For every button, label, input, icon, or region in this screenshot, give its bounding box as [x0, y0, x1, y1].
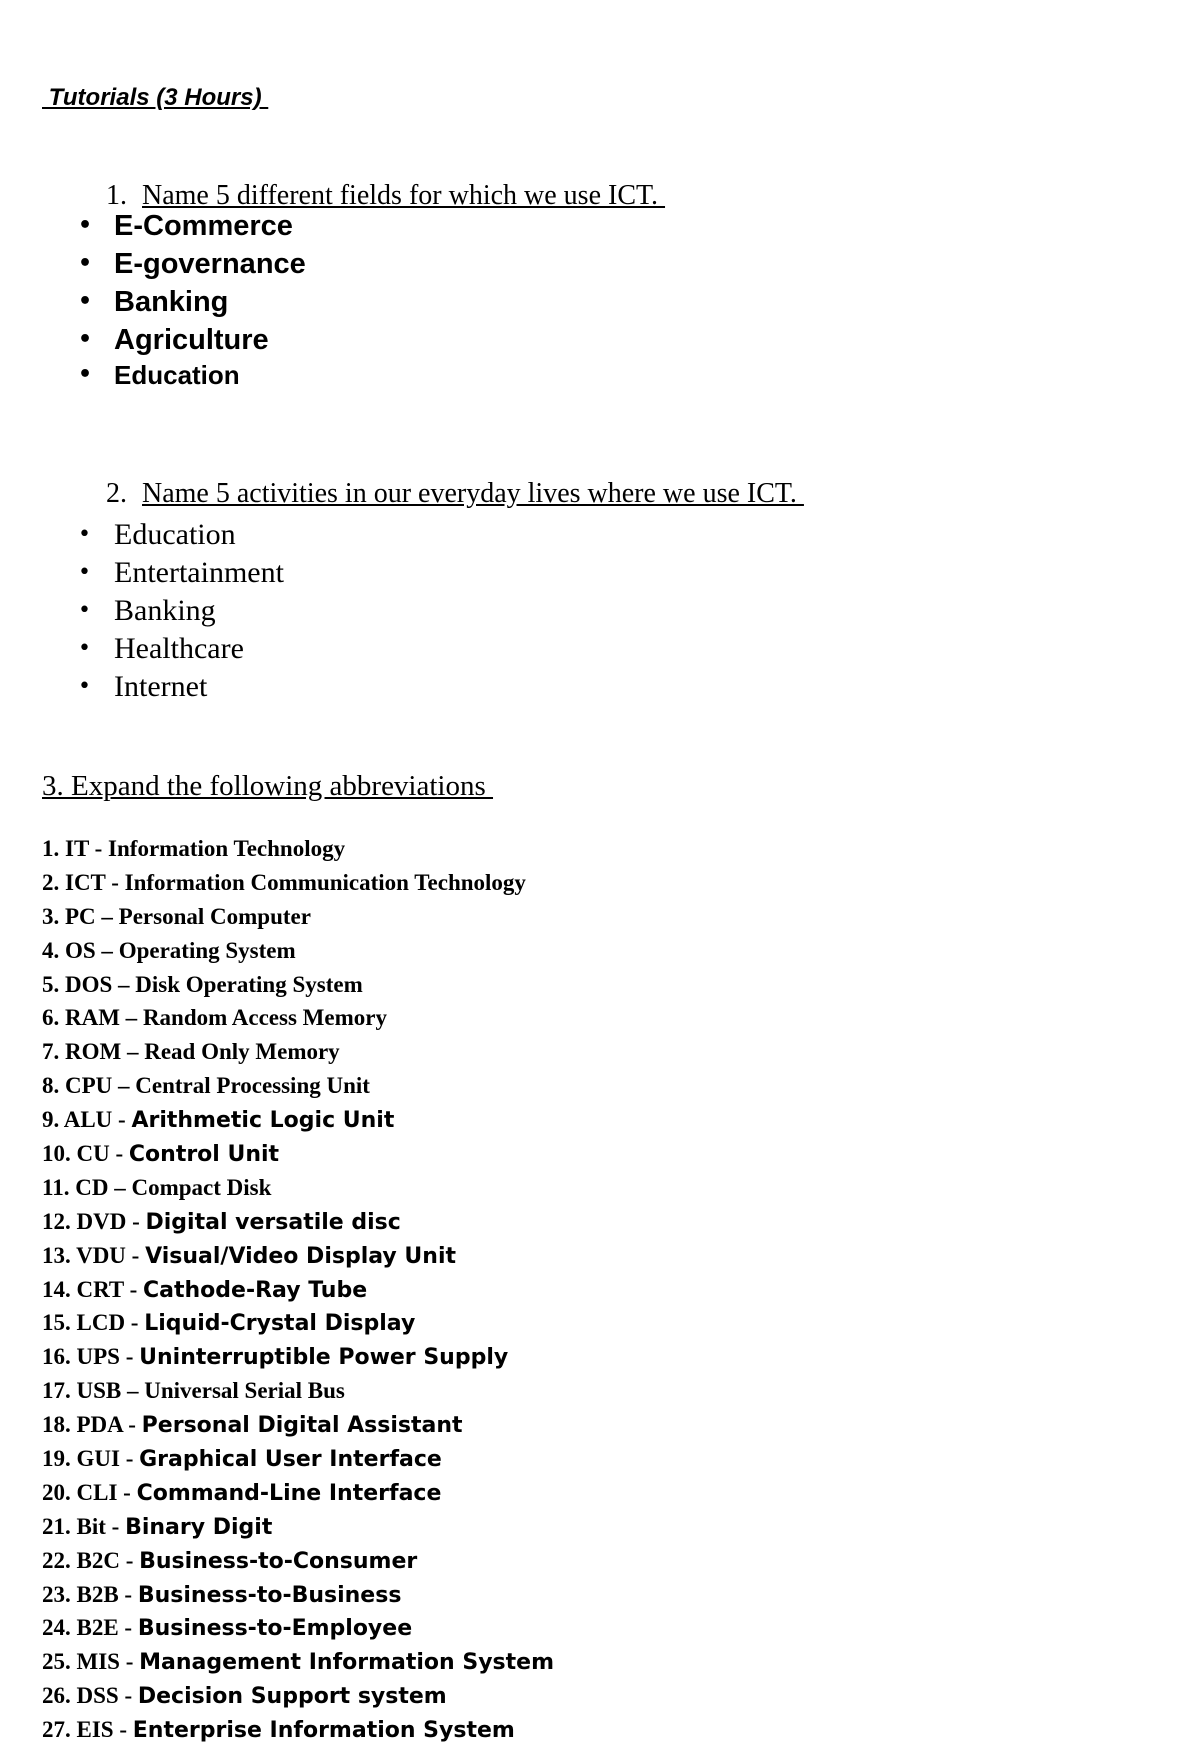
abbreviation-expansion: Business-to-Consumer: [139, 1548, 418, 1574]
abbreviation-item: [42, 1171, 554, 1205]
abbreviation-term: 2. ICT -: [42, 869, 125, 895]
abbreviation-item: [42, 866, 554, 900]
abbreviation-expansion: Business-to-Business: [137, 1582, 402, 1608]
question-1-text: Name 5 different fields for which we use ICT.: [142, 180, 666, 211]
abbreviation-expansion: Random Access Memory: [142, 1005, 387, 1031]
abbreviation-item: [42, 1273, 554, 1307]
list-item: • Internet: [76, 668, 284, 706]
abbreviation-item: [42, 1239, 554, 1273]
abbreviation-term: 5. DOS –: [42, 971, 136, 997]
abbreviation-expansion: Control Unit: [128, 1142, 280, 1168]
abbreviation-expansion: Disk Operating System: [135, 971, 363, 997]
abbreviation-expansion: Arithmetic Logic Unit: [131, 1108, 395, 1134]
abbreviation-item: [42, 832, 554, 866]
fields-list: [76, 207, 306, 391]
abbreviation-item: [42, 1001, 554, 1035]
abbreviation-expansion: Management Information System: [139, 1650, 555, 1676]
abbreviation-term: 19. GUI -: [42, 1446, 140, 1472]
abbreviation-term: 3. PC –: [42, 903, 119, 929]
list-item: • Education: [76, 359, 306, 391]
list-item: • Entertainment: [76, 554, 284, 592]
abbreviation-item: [42, 1408, 554, 1442]
abbreviation-term: 8. CPU –: [42, 1073, 136, 1099]
abbreviation-expansion: Uninterruptible Power Supply: [139, 1345, 509, 1371]
abbreviation-expansion: Visual/Video Display Unit: [145, 1243, 456, 1269]
abbreviation-item: [42, 1035, 554, 1069]
abbreviation-expansion: Personal Digital Assistant: [141, 1413, 463, 1439]
abbreviation-term: 27. EIS -: [42, 1717, 133, 1743]
abbreviation-term: 1. IT -: [42, 836, 109, 861]
abbreviation-item: [42, 1544, 554, 1578]
abbreviation-item: [42, 1306, 554, 1340]
abbreviation-expansion: Information Technology: [108, 836, 346, 861]
list-item: • Education: [76, 516, 284, 554]
abbreviation-term: 12. DVD -: [42, 1208, 146, 1234]
abbreviation-item: [42, 934, 554, 968]
abbreviation-item: [42, 1679, 554, 1713]
abbreviation-expansion: Central Processing Unit: [135, 1073, 370, 1099]
abbreviation-expansion: Command-Line Interface: [136, 1480, 442, 1506]
abbreviation-expansion: Binary Digit: [125, 1514, 273, 1540]
abbreviation-item: [42, 1103, 554, 1137]
abbreviation-expansion: Decision Support system: [137, 1684, 447, 1710]
abbreviation-item: [42, 1205, 554, 1239]
abbreviation-term: 4. OS –: [42, 937, 119, 963]
abbreviation-item: [42, 1340, 554, 1374]
abbreviation-term: 18. PDA -: [42, 1412, 142, 1438]
abbreviation-item: [42, 1510, 554, 1544]
abbreviation-item: [42, 1476, 554, 1510]
abbreviation-term: 9. ALU -: [42, 1107, 132, 1133]
abbreviation-expansion: Universal Serial Bus: [144, 1378, 345, 1404]
abbreviation-expansion: Information Communication Technology: [124, 869, 526, 895]
abbreviation-expansion: Compact Disk: [131, 1174, 272, 1200]
abbreviation-expansion: Personal Computer: [118, 903, 311, 929]
abbreviation-term: 25. MIS -: [42, 1649, 140, 1675]
list-item: • Banking: [76, 592, 284, 630]
abbreviation-term: 14. CRT -: [42, 1276, 143, 1302]
abbreviation-term: 26. DSS -: [42, 1683, 138, 1709]
abbreviation-term: 13. VDU -: [42, 1242, 146, 1268]
list-item: • Agriculture: [76, 321, 306, 359]
abbreviation-expansion: Graphical User Interface: [139, 1447, 442, 1473]
list-item: • E-Commerce: [76, 207, 306, 245]
abbreviation-term: 24. B2E -: [42, 1615, 138, 1641]
tutorial-title: Tutorials (3 Hours): [42, 84, 269, 111]
abbreviation-item: [42, 968, 554, 1002]
abbreviation-expansion: Digital versatile disc: [145, 1209, 401, 1235]
abbreviation-item: [42, 1713, 554, 1747]
abbreviation-term: 20. CLI -: [42, 1479, 137, 1505]
abbreviation-term: 16. UPS -: [42, 1344, 140, 1370]
abbreviation-item: [42, 1069, 554, 1103]
abbreviation-term: 7. ROM –: [42, 1039, 145, 1065]
abbreviation-term: 21. Bit -: [42, 1513, 126, 1539]
list-item: • Banking: [76, 283, 306, 321]
abbreviation-item: [42, 1611, 554, 1645]
list-item: • E-governance: [76, 245, 306, 283]
abbreviation-expansion: Cathode-Ray Tube: [143, 1277, 368, 1303]
question-1-number: 1.: [106, 180, 127, 211]
abbreviation-item: [42, 1442, 554, 1476]
abbreviation-expansion: Operating System: [118, 937, 296, 963]
abbreviation-term: 11. CD –: [42, 1174, 132, 1200]
abbreviation-item: [42, 900, 554, 934]
abbreviation-item: [42, 1578, 554, 1612]
abbreviation-term: 17. USB –: [42, 1378, 145, 1404]
abbreviation-item: [42, 1645, 554, 1679]
abbreviation-expansion: Liquid-Crystal Display: [144, 1311, 416, 1337]
question-2-number: 2.: [106, 478, 127, 509]
abbreviation-expansion: Business-to-Employee: [137, 1616, 413, 1642]
activities-list: [76, 516, 284, 706]
abbreviations-list: [42, 832, 554, 1747]
question-3: 3. Expand the following abbreviations: [42, 770, 494, 802]
question-2-text: Name 5 activities in our everyday lives where we use ICT.: [142, 478, 804, 509]
abbreviation-term: 10. CU -: [42, 1141, 129, 1167]
abbreviation-term: 6. RAM –: [42, 1005, 143, 1031]
abbreviation-expansion: Enterprise Information System: [132, 1718, 515, 1744]
abbreviation-expansion: Read Only Memory: [144, 1039, 340, 1065]
abbreviation-term: 23. B2B -: [42, 1581, 138, 1607]
abbreviation-item: [42, 1374, 554, 1408]
abbreviation-term: 15. LCD -: [42, 1310, 145, 1336]
abbreviation-item: [42, 1137, 554, 1171]
abbreviation-term: 22. B2C -: [42, 1547, 140, 1573]
list-item: • Healthcare: [76, 630, 284, 668]
